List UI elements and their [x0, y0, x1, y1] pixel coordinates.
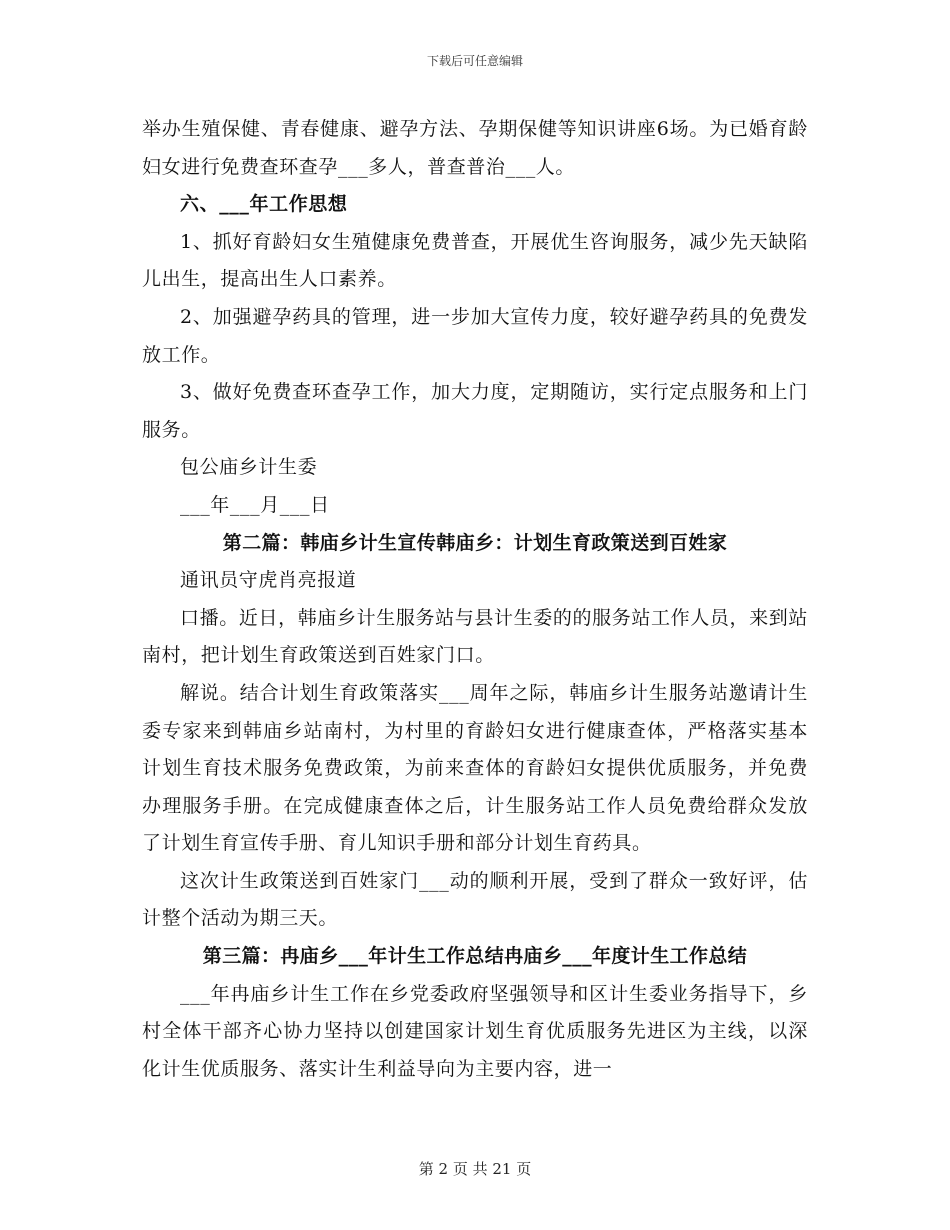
body-paragraph: 3、做好免费查环查孕工作，加大力度，定期随访，实行定点服务和上门服务。 [142, 381, 808, 441]
article-title: 第三篇：冉庙乡___年计生工作总结冉庙乡___年度计生工作总结 [202, 945, 748, 968]
body-paragraph: 这次计生政策送到百姓家门___动的顺利开展，受到了群众一致好评，估计整个活动为期三天。 [142, 869, 808, 930]
article-title: 第二篇：韩庙乡计生宣传韩庙乡：计划生育政策送到百姓家 [222, 531, 728, 554]
signature-line: 包公庙乡计生委 [180, 456, 318, 479]
section-heading: 六、___年工作思想 [180, 193, 348, 216]
document-body [142, 111, 808, 1088]
body-paragraph: 2、加强避孕药具的管理，进一步加大宣传力度，较好避孕药具的免费发放工作。 [142, 305, 808, 366]
body-paragraph: ___年冉庙乡计生工作在乡党委政府坚强领导和区计生委业务指导下，乡村全体干部齐心协力坚持以创建国家计划生育优质服务先进区为主线，以深化计生优质服务、落实计生利益导向为主要内容，进一 [142, 982, 808, 1080]
byline: 通讯员守虎肖亮报道 [180, 569, 357, 592]
date-line: ___年___月___日 [180, 493, 330, 516]
page-footer: 第 2 页 共 21 页 [418, 1160, 532, 1178]
body-paragraph: 解说。结合计划生育政策落实___周年之际，韩庙乡计生服务站邀请计生委专家来到韩庙乡站南村，为村里的育龄妇女进行健康查体，严格落实基本计划生育技术服务免费政策，为前来查体的育龄妇女提供优质服务，并免费办理服务手册。在完成健康查体之后，计生服务站工作人员免费给群众发放了计划生育宣传手册、育儿知识手册和部分计划生育药具。 [142, 681, 808, 855]
body-paragraph: 举办生殖保健、青春健康、避孕方法、孕期保健等知识讲座6场。为已婚育龄妇女进行免费查环查孕___多人，普查普治___人。 [142, 118, 808, 178]
page-header: 下载后可任意编辑 [426, 54, 523, 68]
body-paragraph: 口播。近日，韩庙乡计生服务站与县计生委的的服务站工作人员，来到站南村，把计划生育政策送到百姓家门口。 [142, 606, 808, 667]
body-paragraph: 1、抓好育龄妇女生殖健康免费普查，开展优生咨询服务，减少先天缺陷儿出生，提高出生人口素养。 [142, 230, 808, 291]
